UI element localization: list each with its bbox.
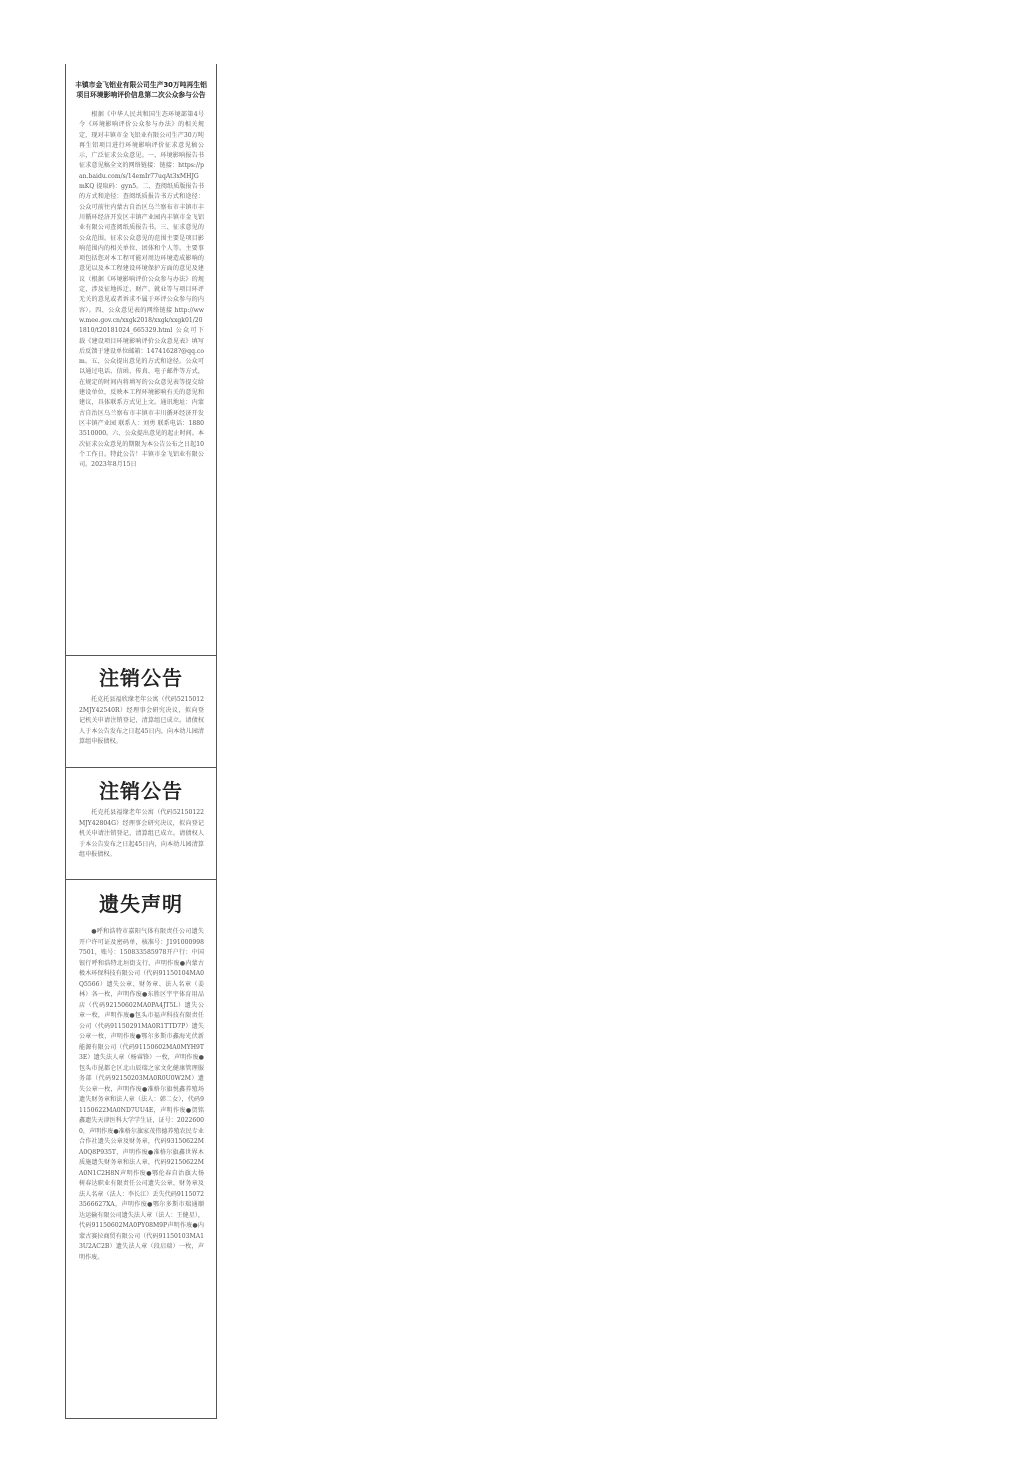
deregistration-notice-1-text: 托克托县福欣缘老年公寓（代码52150122MJY42540R）经理事会研究决议，拟向登记机关申请注销登记，清算组已成立。请债权人于本公告发布之日起45日内，向本幼儿园清算组申报债权。 [79, 696, 204, 746]
deregistration-notice-1-body [79, 695, 204, 748]
loss-statement-title: 遗失声明 [99, 892, 183, 916]
environmental-notice-title: 丰镇市金飞铝业有限公司生产30万吨再生铝项目环境影响评价信息第二次公众参与公告 [75, 81, 207, 99]
deregistration-notice-1 [66, 656, 216, 768]
environmental-notice-text: 根据《中华人民共和国生态环境部第4号令《环境影响评价公众参与办法》的相关规定，现对丰镇市金飞铝业有限公司生产30万吨再生铝项目进行环境影响评价征求意见稿公示，广泛征求公众意见。一、环境影响报告书征求意见稿全文的网络链接：链接：https://pan.baidu.com/s/14emIr77uqAt3xMHJGmKQ 提取码：gyn5。二、查阅纸质版报告书的方式和途径：查阅纸质报告书方式和途径：公众可前往内蒙古自治区乌兰察布市丰镇市丰川循环经济开发区丰镇产业园内丰镇市金飞铝业有限公司查阅纸质报告书。三、征求意见的公众范围。征求公众意见的范围主要是项目影响范围内的相关单位、团体和个人等。主要事项包括您对本工程可能对周边环境造成影响的意见以及本工程建设环境保护方面的意见及建议（根据《环境影响评价公众参与办法》的规定，涉及征地拆迁、财产、就业等与项目环评无关的意见或者诉求不属于环评公众参与的内容）。四、公众意见表的网络链接 http://www.mee.gov.cn/xxgk2018/xxgk/xxgk01/201810/t20181024_665329.html 公众可下载《建设项目环境影响评价公众意见表》填写后反馈于建设单位邮箱：14741628?@qq.com。五、公众提出意见的方式和途径。公众可以通过电话、信函、传真、电子邮件等方式，在规定的时间内将填写的公众意见表等提交给建设单位，反映本工程环境影响有关的意见和建议，具体联系方式见上文。通讯地址：内蒙古自治区乌兰察布市丰镇市丰川循环经济开发区丰镇产业园 联系人：刘勇 联系电话：18803510000。六、公众提出意见的起止时间。本次征求公众意见的期限为本公告公布之日起10个工作日。特此公告！丰镇市金飞铝业有限公司。2023年8月15日 [79, 111, 204, 469]
notice-column [65, 64, 217, 1419]
environmental-notice [66, 64, 216, 656]
loss-statement-body [79, 927, 204, 1263]
loss-statement [66, 880, 216, 1419]
loss-statement-text: ●呼和浩特市嘉阳气体有限责任公司遗失开户许可证及密码单，核准号：J1910009987501，账号：150833585978开户行：中国银行呼和浩特北垣街支行，声明作废●内蒙古极木环保科技有限公司（代码91150104MA0Q5566）遗失公章、财务章、法人名章（姜林）各一枚，声明作废●东胜区宇宇体育用品店（代码92150602MA0PA4JT5L）遗失公章一枚，声明作废●包头市福声科技有限责任公司（代码91150291MA0R1TTD7P）遗失公章一枚，声明作废●鄂尔多斯市鑫海光伏新能源有限公司（代码91150602MA0MYH9T3E）遗失法人章（杨睿锋）一枚，声明作废●包头市昆都仑区北山辰瑞之家文化健康管理服务部（代码92150203MA0R0U0W2M）遗失公章一枚，声明作废●准格尔旗悦鑫养殖场遗失财务章和法人章（法人：韩二女），代码91150622MA0ND7UU4E，声明作废●贺铭鑫遗失天津医科大学学生证，证号：20226000，声明作废●准格尔旗家茂伟德养殖农民专业合作社遗失公章及财务章，代码93150622MA0Q8P935T，声明作废●准格尔旗鑫世界木质施遗失财务章和法人章，代码92150622MA0N1C2H8N声明作废●鄂伦春自治旗大扬树春达职业有限责任公司遗失公章、财务章及法人名章（法人：李长江）丢失代码91150723566627XA，声明作废●鄂尔多斯市瑞通顺达运输有限公司遗失法人章（法人：王健星），代码91150602MA0PY08M9P声明作废●内蒙古赛拉商贸有限公司（代码91150103MA13U2AC2B）遗失法人章（段启瑞）一枚，声明作废。 [79, 928, 204, 1261]
environmental-notice-body [79, 110, 204, 470]
deregistration-notice-2-body [79, 808, 204, 861]
deregistration-notice-1-title: 注销公告 [99, 666, 183, 690]
deregistration-notice-2-text: 托克托县福缘老年公寓（代码52150122MJY42804G）经理事会研究决议，拟向登记机关申请注销登记，清算组已成立。请债权人于本公告发布之日起45日内，向本幼儿园清算组申报债权。 [79, 809, 204, 859]
deregistration-notice-2-title: 注销公告 [99, 779, 183, 803]
deregistration-notice-2 [66, 768, 216, 880]
